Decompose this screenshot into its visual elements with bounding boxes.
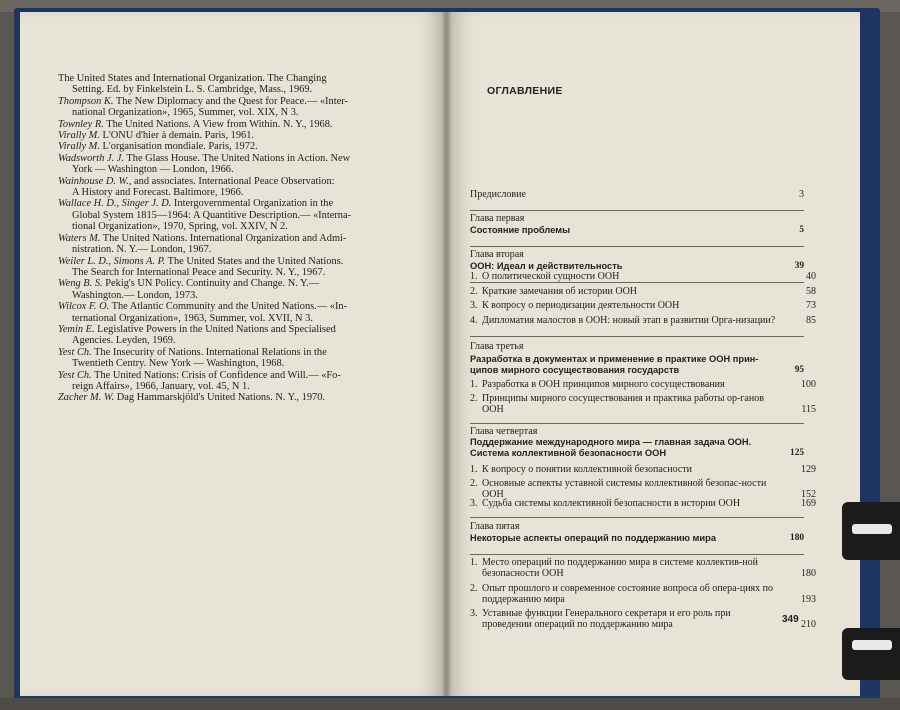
toc-item-number: 1. xyxy=(470,271,478,282)
ref-text: Intergovernmental Organization in the xyxy=(171,198,334,210)
ref-author: Thompson K. xyxy=(58,95,114,107)
toc-entry-title: Судьба системы коллективной безопасности в истории ООН xyxy=(482,498,741,509)
toc-page: 100 xyxy=(801,379,816,390)
ref-text: The Atlantic Community and the United Nations.— «In- xyxy=(109,301,348,313)
bibliography-entry xyxy=(58,301,416,324)
ref-author: Weiler L. D., Simons A. P. xyxy=(58,255,166,267)
ref-text: The United States and International Organization. The Changing xyxy=(58,73,327,84)
ref-continuation: reign Affairs», 1966, January, vol. 45, N 1. xyxy=(72,380,250,392)
toc-entry-title: Принципы мирного сосуществования и практика работы ор-ганов ООН xyxy=(482,393,764,415)
binder-clip-upper-shine xyxy=(852,524,892,534)
ref-text: The United Nations. A View from Within. N. Y., 1968. xyxy=(103,118,333,130)
toc-item xyxy=(470,300,816,311)
toc-page: 152 xyxy=(801,489,816,500)
ref-text: The New Diplomacy and the Quest for Peace.— «Inter- xyxy=(113,95,348,107)
page-number: 349 xyxy=(782,614,799,625)
toc-item-number: 1. xyxy=(470,379,478,390)
bibliography-entry xyxy=(58,153,416,176)
toc-item-number: 3. xyxy=(470,498,478,509)
toc-entry-title: Разработка в документах и применение в практике ООН прин-ципов мирного сосуществования государств xyxy=(470,354,759,375)
toc-entry-title: К вопросу о понятии коллективной безопасности xyxy=(482,464,693,475)
divider xyxy=(470,282,804,283)
toc-page: 129 xyxy=(801,464,816,475)
ref-author: Zacher M. W. xyxy=(58,392,115,404)
toc-chapter-3 xyxy=(470,354,804,376)
ref-continuation: Washington.— London, 1973. xyxy=(72,289,198,301)
toc-page: 40 xyxy=(806,271,816,282)
toc-item xyxy=(470,498,816,509)
ref-text: L'organisation mondiale. Paris, 1972. xyxy=(99,141,258,153)
toc-page: 73 xyxy=(806,300,816,311)
toc-page: 125 xyxy=(790,448,804,458)
ref-author: Yemin E. xyxy=(58,323,95,335)
ref-continuation: nistration. N. Y.— London, 1967. xyxy=(72,244,212,256)
chapter-label: Глава пятая xyxy=(470,521,520,532)
background-bottom xyxy=(0,698,900,710)
ref-author: Townley R. xyxy=(58,118,104,130)
toc-item xyxy=(470,393,816,415)
ref-continuation: The Search for International Peace and Security. N. Y., 1967. xyxy=(72,266,326,278)
toc-item xyxy=(470,557,816,579)
ref-text: and associates. International Peace Observation: xyxy=(131,175,335,187)
ref-text: The United Nations. International Organization and Admi- xyxy=(100,232,347,244)
book-spine xyxy=(442,12,452,696)
divider xyxy=(470,517,804,518)
bibliography-entry xyxy=(58,119,416,130)
toc-page: 3 xyxy=(799,189,804,200)
toc-entry-title: О политической сущности ООН xyxy=(482,271,620,282)
toc-item-number: 1. xyxy=(470,464,478,475)
bibliography-entry xyxy=(58,392,416,403)
toc-item-number: 2. xyxy=(470,478,478,489)
toc-item-number: 4. xyxy=(470,315,478,326)
ref-continuation: ternational Organization», 1963, Summer, vol. XVII, N 3. xyxy=(72,312,313,324)
toc-item-number: 2. xyxy=(470,393,478,404)
toc-entry-title: Некоторые аспекты операций по поддержанию мира xyxy=(470,533,716,543)
ref-continuation: national Organization», 1965, Summer, vol. XIX, N 3. xyxy=(72,107,299,119)
binder-clip-lower-shine xyxy=(852,640,892,650)
bibliography-entry xyxy=(58,278,416,301)
toc-entry-title: Разработка в ООН принципов мирного сосуществования xyxy=(482,379,725,390)
chapter-label: Глава вторая xyxy=(470,249,524,260)
toc-item xyxy=(470,286,816,297)
ref-author: Wallace H. D., Singer J. D. xyxy=(58,198,172,210)
divider xyxy=(470,423,804,424)
toc-item xyxy=(470,379,816,390)
toc-entry-title: Краткие замечания об истории ООН xyxy=(482,286,638,297)
toc-entry-title: К вопросу о периодизации деятельности ООН xyxy=(482,300,680,311)
bibliography-entry xyxy=(58,73,416,96)
toc-page: 58 xyxy=(806,286,816,297)
ref-author: Weng B. S. xyxy=(58,278,103,290)
ref-author: Yest Ch. xyxy=(58,346,92,358)
toc-item xyxy=(470,478,816,500)
toc-entry-title: Поддержание международного мира — главная задача ООН. Система коллективной безопасности ООН xyxy=(470,437,752,458)
toc-chapter-4 xyxy=(470,437,804,459)
ref-author: Virally M. xyxy=(58,141,100,153)
bibliography-entry xyxy=(58,141,416,152)
ref-text: L'ONU d'hier à demain. Paris, 1961. xyxy=(99,130,255,142)
toc-entry-title: ООН: Идеал и действительность xyxy=(470,261,623,271)
ref-author: Yest Ch. xyxy=(58,369,92,381)
toc-entry-title: Уставные функции Генерального секретаря и его роль при проведении операций по поддержанию мира xyxy=(482,608,731,630)
bibliography-entry xyxy=(58,233,416,256)
ref-text: Legislative Powers in the United Nations and Specialised xyxy=(94,323,336,335)
toc-item-number: 1. xyxy=(470,557,478,568)
toc-item xyxy=(470,315,816,326)
toc-page: 95 xyxy=(794,365,804,375)
toc-page: 210 xyxy=(801,619,816,630)
ref-text: The United States and the United Nations. xyxy=(165,255,344,267)
ref-continuation: Agencies. Leyden, 1969. xyxy=(72,335,176,347)
toc-page: 193 xyxy=(801,594,816,605)
toc-item-number: 2. xyxy=(470,583,478,594)
ref-text: The Insecurity of Nations. International Relations in the xyxy=(91,346,327,358)
binder-clip-lower xyxy=(842,628,900,680)
chapter-label: Глава первая xyxy=(470,213,525,224)
toc-chapter-1 xyxy=(470,225,804,236)
ref-author: Wainhouse D. W., xyxy=(58,175,132,187)
toc-item-number: 3. xyxy=(470,300,478,311)
toc-chapter-5 xyxy=(470,533,804,544)
toc-entry-title: Место операций по поддержанию мира в системе коллектив-ной безопасности ООН xyxy=(482,557,758,579)
ref-continuation: Setting. Ed. by Finkelstein L. S. Cambridge, Mass., 1969. xyxy=(72,84,313,96)
toc-entry-title: Состояние проблемы xyxy=(470,225,571,235)
bibliography-entry xyxy=(58,198,416,232)
ref-continuation: A History and Forecast. Baltimore, 1966. xyxy=(72,187,244,199)
bibliography-entry xyxy=(58,130,416,141)
toc-preface xyxy=(470,189,804,200)
ref-continuation: Global System 1815—1964: A Quantitive Description.— «Interna- tional Organization», 1970, Spring, vol. XXIV, N 2. xyxy=(72,209,352,233)
toc-entry-title: Опыт прошлого и современное состояние вопроса об опера-циях по поддержанию мира xyxy=(482,583,774,605)
ref-text: The United Nations: Crisis of Confidence and Will.— «Fo- xyxy=(91,369,341,381)
toc-item-number: 3. xyxy=(470,608,478,619)
ref-text: The Glass House. The United Nations in Action. New xyxy=(124,152,351,164)
chapter-label: Глава четвертая xyxy=(470,426,538,437)
toc-entry-title: Дипломатия малостов в ООН: новый этап в развитии Орга-низации? xyxy=(482,315,776,326)
toc-page: 180 xyxy=(801,568,816,579)
ref-continuation: York — Washington — London, 1966. xyxy=(72,164,234,176)
bibliography-entry xyxy=(58,324,416,347)
toc-item-number: 2. xyxy=(470,286,478,297)
toc-page: 169 xyxy=(801,498,816,509)
ref-text: Dag Hammarskjöld's United Nations. N. Y., 1970. xyxy=(114,392,326,404)
toc-page: 180 xyxy=(790,533,804,543)
toc-item xyxy=(470,271,816,282)
toc-page: 39 xyxy=(794,261,804,271)
ref-text: Pekig's UN Policy. Continuity and Change. N. Y.— xyxy=(102,278,320,290)
bibliography-entry xyxy=(58,256,416,279)
bibliography-entry xyxy=(58,347,416,370)
toc-item xyxy=(470,583,816,605)
bibliography-entry xyxy=(58,96,416,119)
ref-author: Wadsworth J. J. xyxy=(58,152,125,164)
ref-continuation: Twentieth Centry. New York — Washington, 1968. xyxy=(72,358,285,370)
ref-author: Waters M. xyxy=(58,232,101,244)
toc-entry-title: Предисловие xyxy=(470,189,526,200)
divider xyxy=(470,246,804,247)
ref-author: Virally M. xyxy=(58,130,100,142)
divider xyxy=(470,336,804,337)
bibliography-entry xyxy=(58,176,416,199)
toc-item xyxy=(470,464,816,475)
toc-page: 5 xyxy=(799,225,804,235)
toc-page: 115 xyxy=(801,404,816,415)
divider xyxy=(470,210,804,211)
toc-page: 85 xyxy=(806,315,816,326)
toc-item xyxy=(470,608,816,630)
toc-entry-title: Основные аспекты уставной системы коллективной безопас-ности ООН xyxy=(482,478,767,500)
bibliography-list xyxy=(58,73,416,404)
bibliography-entry xyxy=(58,370,416,393)
divider xyxy=(470,554,804,555)
toc-heading: ОГЛАВЛЕНИЕ xyxy=(487,85,563,97)
ref-author: Wilcox F. O. xyxy=(58,301,110,313)
chapter-label: Глава третья xyxy=(470,341,524,352)
